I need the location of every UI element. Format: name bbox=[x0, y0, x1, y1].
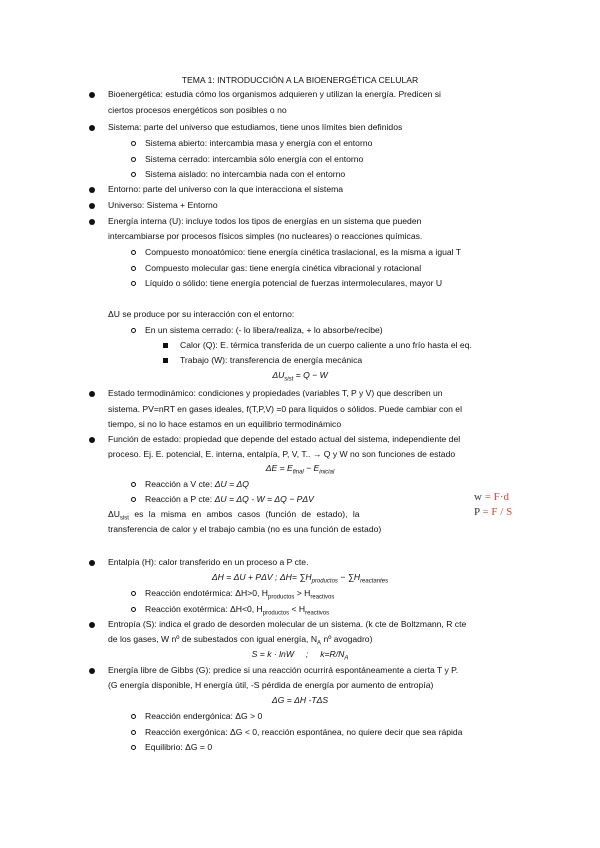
bullet bbox=[89, 92, 95, 98]
sistema-cerrado-signos: En un sistema cerrado: (- lo libera/realiza, + lo absorbe/recibe) bbox=[145, 325, 383, 335]
bullet bbox=[89, 219, 95, 225]
trabajo-line: Trabajo (W): transferencia de energía mecánica bbox=[180, 355, 363, 365]
estado-line-3: tiempo, si no lo hace estamos en un equilibrio termodinámico bbox=[108, 419, 342, 429]
bioenergetica-line-1: Bioenergética: estudia cómo los organismos adquieren y utilizan la energía. Predicen si bbox=[108, 89, 441, 99]
circle-bullet bbox=[131, 607, 136, 612]
page-title: TEMA 1: INTRODUCCIÓN A LA BIOENERGÉTICA CELULAR bbox=[181, 75, 419, 85]
bullet bbox=[89, 560, 95, 566]
energia-interna-line-2: intercambiarse por procesos físicos simples (no nucleares) o reacciones químicas. bbox=[108, 231, 423, 241]
entalpia-equation: ΔH = ΔU + PΔV ; $\Delta H= \sum H_{productos} - \sum H_{reactantes}$ bbox=[211, 572, 389, 585]
circle-bullet bbox=[131, 497, 136, 502]
bullet bbox=[89, 622, 95, 628]
entorno-line: Entorno: parte del universo con la que interacciona el sistema bbox=[108, 184, 344, 194]
delta-u-sist-line: $\Delta U_{sist}$ es la misma en ambos casos (función de estado), la bbox=[108, 509, 360, 522]
calor-line: Calor (Q): E. térmica transferida de un cuerpo caliente a uno frío hasta el eq. bbox=[180, 340, 472, 350]
funcion-estado-line-2: proceso. Ej. E. potencial, E. interna, entalpía, P, V, T.. → Q y W no son funciones de estado bbox=[108, 449, 456, 459]
sistema-abierto: Sistema abierto: intercambia masa y energía con el entorno bbox=[145, 138, 373, 148]
circle-bullet bbox=[131, 172, 136, 177]
delta-u-intro: ΔU se produce por su interacción con el entorno: bbox=[108, 309, 295, 319]
entalpia-line: Entalpía (H): calor transferido en un proceso a P cte. bbox=[108, 557, 309, 567]
gibbs-equation: ΔG = ΔH -TΔS bbox=[271, 695, 329, 705]
square-bullet bbox=[163, 358, 168, 363]
reaccion-endotermica: Reacción endotérmica: ΔH>0, $H_{productos} > H_{reactivos}$ bbox=[145, 588, 335, 601]
delta-u-equation: $\Delta U_{sist} = Q - W$ bbox=[272, 370, 328, 383]
circle-bullet bbox=[131, 141, 136, 146]
circle-bullet bbox=[131, 266, 136, 271]
gibbs-line-1: Energía libre de Gibbs (G): predice si una reacción ocurrirá espontáneamente a cierta T y P. bbox=[108, 665, 459, 675]
bioenergetica-line-2: ciertos procesos energéticos son posibles o no bbox=[108, 105, 287, 115]
circle-bullet bbox=[131, 250, 136, 255]
bullet bbox=[89, 437, 95, 443]
work-pressure-formula-image: w = F·d P = F / S bbox=[474, 491, 513, 518]
equilibrio-line: Equilibrio: ΔG = 0 bbox=[145, 742, 213, 752]
estado-line-1: Estado termodinámico: condiciones y propiedades (variables T, P y V) que describen un bbox=[108, 388, 443, 398]
circle-bullet bbox=[131, 281, 136, 286]
bullet bbox=[89, 668, 95, 674]
transferencia-line: transferencia de calor y el trabajo cambia (no es una función de estado) bbox=[108, 524, 382, 534]
bullet bbox=[89, 125, 95, 131]
entropia-equation: S = k · lnW ; $k=R/N_A$ bbox=[251, 649, 349, 662]
liquido-solido: Líquido o sólido: tiene energía potencial de fuerzas intermoleculares, mayor U bbox=[145, 278, 443, 288]
bullet bbox=[89, 391, 95, 397]
energia-interna-line-1: Energía interna (U): incluye todos los tipos de energías en un sistema que pueden bbox=[108, 216, 422, 226]
sistema-line: Sistema: parte del universo que estudiamos, tiene unos límites bien definidos bbox=[108, 122, 403, 132]
reaccion-endergonica: Reacción endergónica: ΔG > 0 bbox=[145, 711, 263, 721]
reaccion-v-cte: Reacción a V cte: ΔU = ΔQ bbox=[145, 479, 249, 489]
universo-line: Universo: Sistema + Entorno bbox=[108, 200, 218, 210]
reaccion-exotermica: Reacción exotérmica: ΔH<0, $H_{productos} < H_{reactivos}$ bbox=[145, 604, 330, 617]
entropia-line-1: Entropía (S): indica el grado de desorden molecular de un sistema. (k cte de Boltzmann, R cte bbox=[108, 619, 467, 629]
circle-bullet bbox=[131, 591, 136, 596]
funcion-estado-line-1: Función de estado: propiedad que depende del estado actual del sistema, independiente del bbox=[108, 434, 461, 444]
reaccion-exergonica: Reacción exergónica: ΔG < 0, reacción espontánea, no quiere decir que sea rápida bbox=[145, 727, 463, 737]
sistema-cerrado: Sistema cerrado: intercambia sólo energía con el entorno bbox=[145, 154, 364, 164]
sistema-aislado: Sistema aislado: no intercambia nada con el entorno bbox=[145, 169, 346, 179]
gibbs-line-2: (G energía disponible, H energía útil, -S pérdida de energía por aumento de entropía) bbox=[108, 680, 434, 690]
circle-bullet bbox=[131, 482, 136, 487]
estado-line-2: sistema. PV=nRT en gases ideales, f(T,P,V) =0 para líquidos o sólidos. Puede cambiar con el bbox=[108, 404, 462, 414]
circle-bullet bbox=[131, 328, 136, 333]
reaccion-p-cte: Reacción a P cte: ΔU = ΔQ - W = ΔQ − PΔV bbox=[145, 494, 314, 504]
circle-bullet bbox=[131, 714, 136, 719]
square-bullet bbox=[163, 343, 168, 348]
circle-bullet bbox=[131, 745, 136, 750]
bullet bbox=[89, 187, 95, 193]
bullet bbox=[89, 203, 95, 209]
circle-bullet bbox=[131, 157, 136, 162]
compuesto-monoatomico: Compuesto monoatómico: tiene energía cinética traslacional, es la misma a igual T bbox=[145, 247, 462, 257]
entropia-line-2: de los gases, W nº de subestados con igual energía, $N_A$ nº avogadro) bbox=[108, 634, 373, 647]
delta-e-equation: $\Delta E = E_{final} - E_{inicial}$ bbox=[265, 463, 335, 476]
compuesto-molecular: Compuesto molecular gas: tiene energía cinética vibracional y rotacional bbox=[145, 263, 422, 273]
circle-bullet bbox=[131, 730, 136, 735]
